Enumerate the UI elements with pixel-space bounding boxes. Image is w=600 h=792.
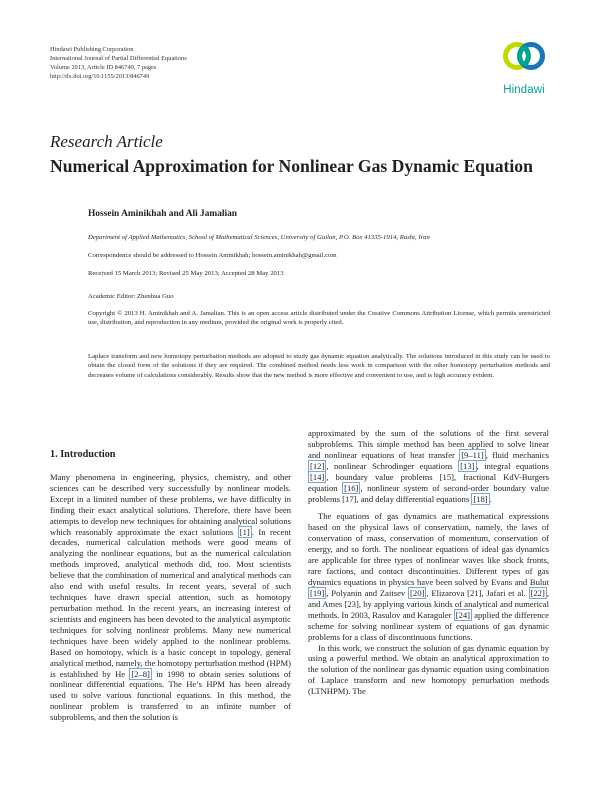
- article-type: Research Article: [50, 132, 163, 151]
- body-paragraph: approximated by the sum of the solutions of the first several subproblems. This simple method has been applied to solve linear and nonlinear equations of heat transfer [9–11] , fluid mechanics [12] , nonlinear Schrodinger equations [13] , integral equations [14] , boundary value problems [15], fractional KdV-Burgers equation [16] , nonlinear system of second-order boundary value problems [17], and delay differential equations [18] .: [308, 428, 549, 504]
- volume-line: Volume 2013, Article ID 846749, 7 pages: [50, 64, 157, 71]
- citation-link[interactable]: [13]: [460, 460, 475, 471]
- citation-link[interactable]: [9–11]: [461, 449, 484, 460]
- section-heading: 1. Introduction: [50, 449, 116, 460]
- publisher-line: Hindawi Publishing Corporation: [50, 46, 134, 53]
- body-paragraph: In this work, we construct the solution of gas dynamic equation by using a powerful method. We obtain an analytical approximation to the solution of the nonlinear gas dynamic equation using combination of Laplace transform and new homotopy perturbation methods (LTNHPM). The: [308, 642, 549, 697]
- citation-link[interactable]: [16]: [344, 482, 359, 493]
- copyright-notice: Copyright © 2013 H. Aminikhah and A. Jamalian. This is an open access article distributed under the Creative Commons Attribution License, which permits unrestricted use, distribution, and reproduction in any medium, provided the original work is properly cited.: [88, 310, 550, 327]
- citation-link[interactable]: [2–8]: [131, 668, 150, 679]
- citation-link[interactable]: [18]: [473, 493, 488, 504]
- doi-line[interactable]: http://dx.doi.org/10.1155/2013/846749: [50, 73, 150, 80]
- paper-title: Numerical Approximation for Nonlinear Gas Dynamic Equation: [50, 156, 533, 176]
- journal-header: [50, 45, 187, 81]
- authors: Hossein Aminikhah and Ali Jamalian: [88, 209, 238, 219]
- dates: Received 15 March 2013; Revised 25 May 2013; Accepted 28 May 2013: [88, 270, 284, 277]
- hindawi-logo: [496, 38, 552, 96]
- citation-link[interactable]: [20]: [410, 587, 425, 598]
- correspondence: Correspondence should be addressed to Hossein Aminikhah; hossein.aminikhah@gmail.com: [88, 252, 337, 259]
- citation-link[interactable]: [19]: [310, 587, 325, 598]
- citation-link[interactable]: [1]: [239, 526, 250, 537]
- left-column: [50, 450, 291, 723]
- citation-link[interactable]: [12]: [310, 460, 325, 471]
- journal-line: International Journal of Partial Differential Equations: [50, 55, 187, 62]
- academic-editor: Academic Editor: Zhenhua Guo: [88, 293, 174, 300]
- abstract: Laplace transform and new homotopy perturbation methods are adopted to study gas dynamic equation analytically. The solutions introduced in this study can be used to obtain the closed form of the solutions if they are required. The combined method needs less work in comparison with the other homotopy perturbation methods and decreases volume of calculations considerably. Results show that the new method is more effective and convenient to use, and is high accuracy evident.: [88, 353, 550, 379]
- right-column: [308, 428, 549, 697]
- body-paragraph: The equations of gas dynamics are mathematical expressions based on the physical laws of conservation, namely, the laws of conservation of mass, conservation of momentum, conservation of energy, and so forth. The nonlinear equations of ideal gas dynamics are applicable for three types of nonlinear waves like shock fronts, rare factions, and contact discontinuities. Different types of gas dynamics equations in physics have been solved by Evans and Bulut [19] , Polyanin and Zaitsev [20] , Elizarova [21], Jafari et al. [22] , and Ames [23], by applying various kinds of analytical and numerical methods. In 2003, Rasulov and Karaguler [24] applied the difference scheme for solving nonlinear system of equations of gas dynamic problems for a class of discontinuous functions.: [308, 511, 549, 642]
- citation-link[interactable]: [22]: [530, 587, 545, 598]
- citation-link[interactable]: [24]: [455, 609, 471, 620]
- body-paragraph: Many phenomena in engineering, physics, chemistry, and other sciences can be described very successfully by nonlinear models. Except in a limited number of these problems, we have difficulty in finding their exact analytical solutions. Therefore, there have been attempts to develop new techniques for obtaining analytical solutions which reasonably approximate the exact solutions [1] . In recent decades, numerical calculation methods were good means of analyzing the nonlinear equations, but as the numerical calculation methods improved, analytical methods did, too. Most scientists believe that the combination of numerical and analytical methods can also end with useful results. In recent years, several of such techniques have drawn special attention, such as homotopy perturbation method. In the recent years, an increasing interest of scientists and engineers has been devoted to the analytical asymptotic techniques for solving nonlinear problems. Many new numerical techniques have been widely applied to the nonlinear problems. Based on homotopy, which is a basic concept in topology, general analytical method, namely, the homotopy perturbation method (HPM) is established by He [2–8] in 1998 to obtain series solutions of nonlinear differential equations. The He’s HPM has been already used to solve various functional equations. In this method, the nonlinear problem is transferred to an infinite number of subproblems, and then the solution is: [50, 471, 292, 723]
- affiliation: Department of Applied Mathematics, School of Mathematical Sciences, University of Guilan, P.O. Box 41335-1914, Rasht, Iran: [88, 234, 430, 241]
- hindawi-rings-icon: [500, 38, 548, 84]
- citation-link[interactable]: [14]: [310, 471, 325, 482]
- logo-text: Hindawi: [503, 84, 545, 96]
